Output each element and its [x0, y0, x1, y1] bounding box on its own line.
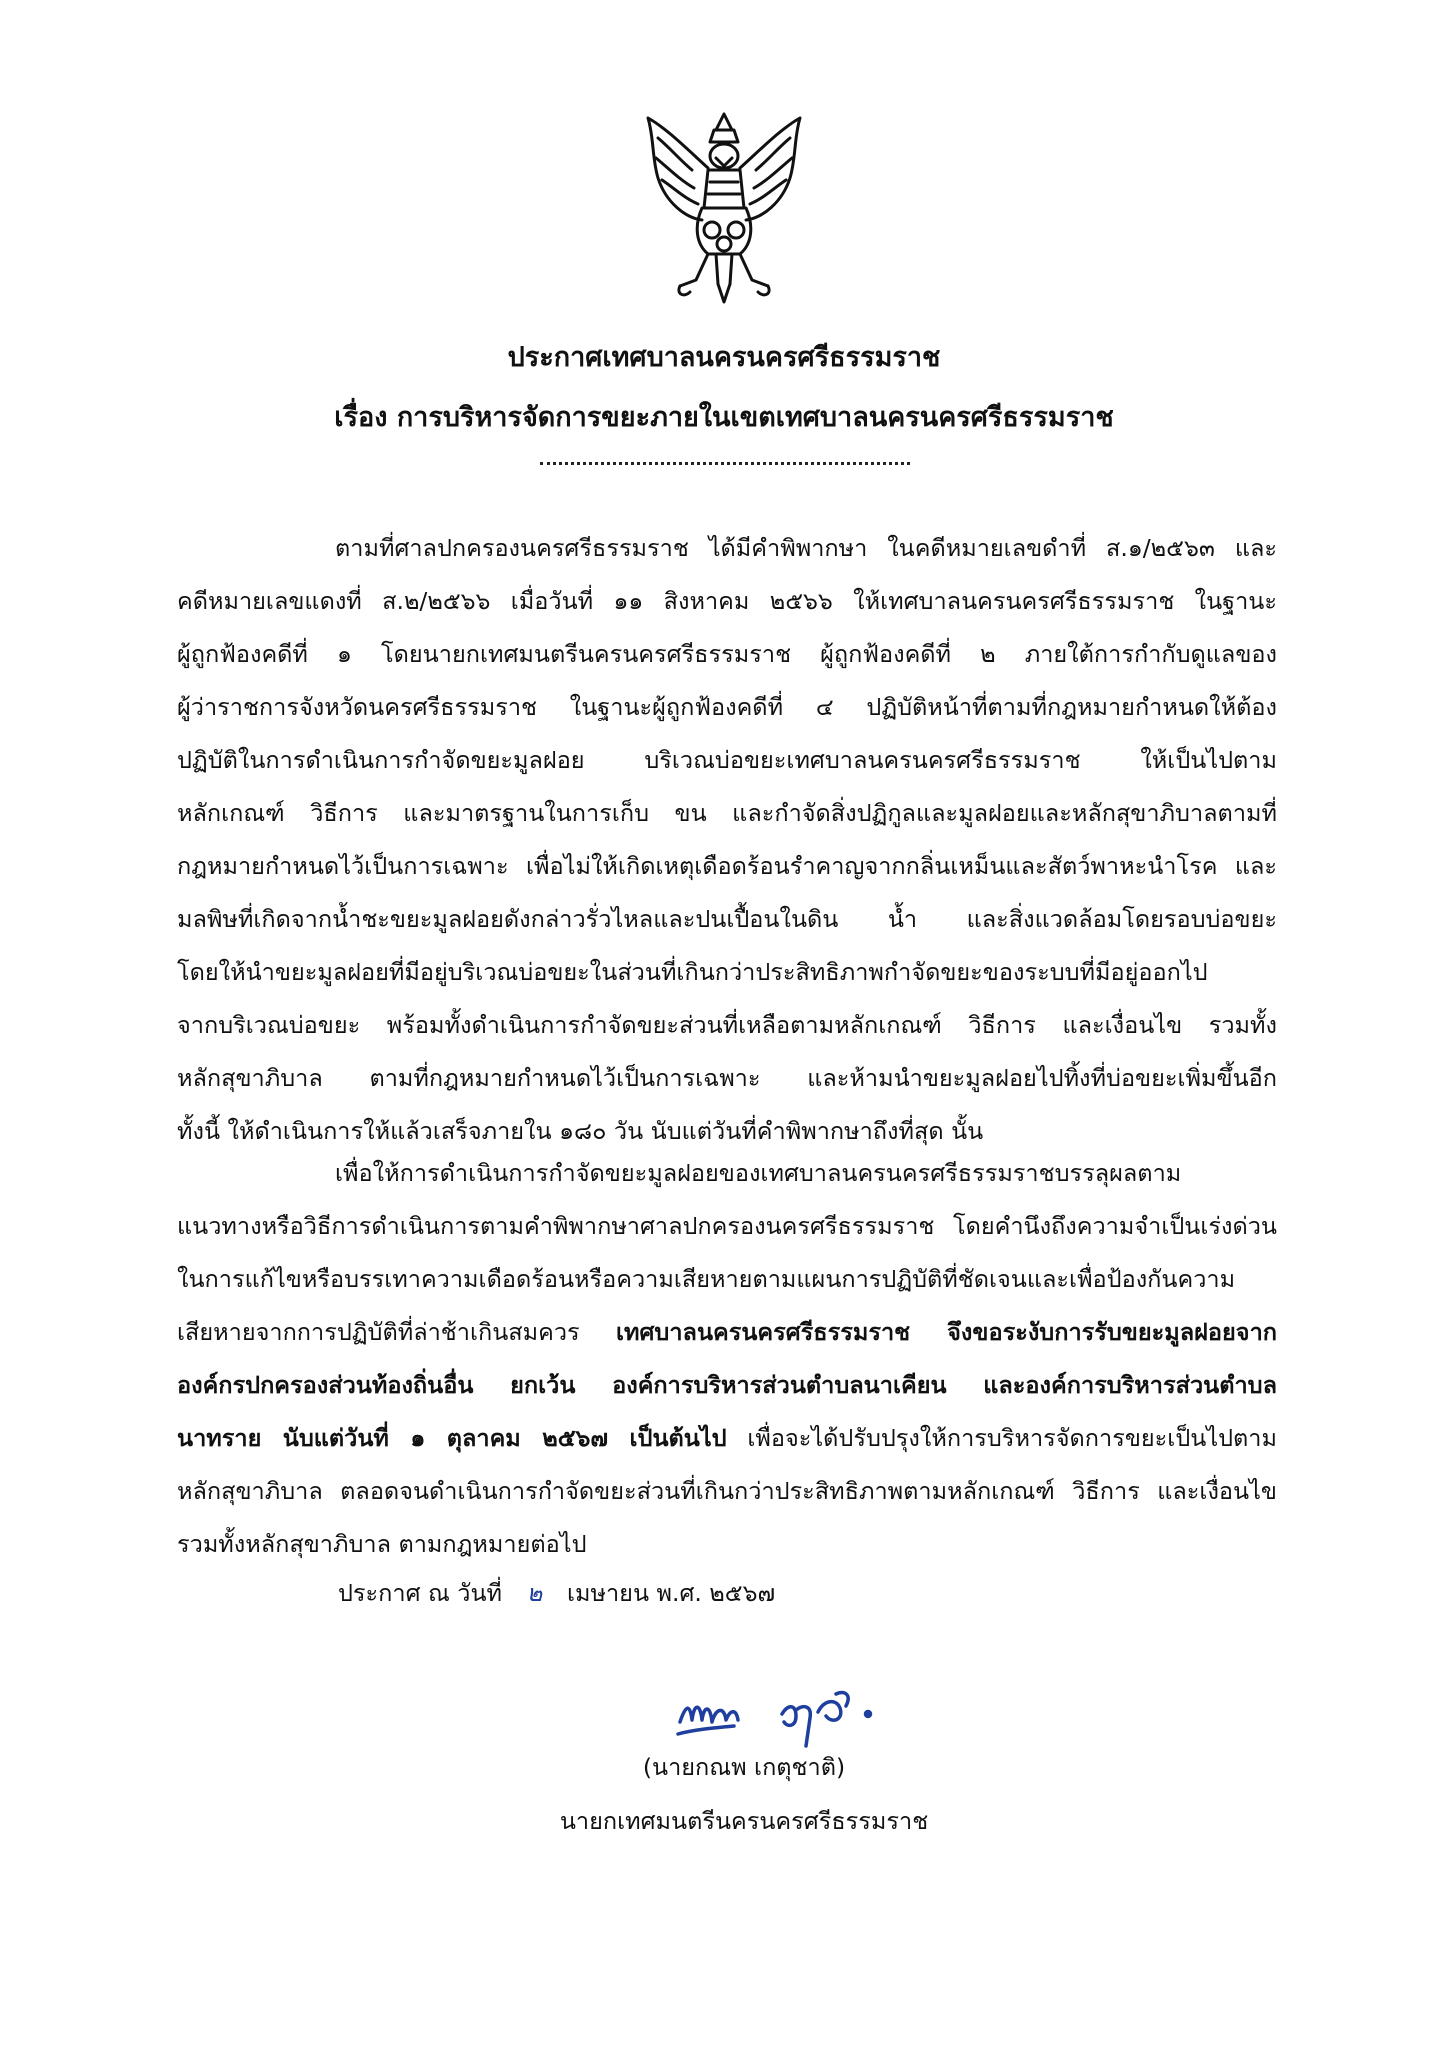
- announcement-date: [338, 1567, 775, 1620]
- paragraph-line: ปฏิบัติในการดำเนินการกำจัดขยะมูลฝอย บริเวณบ่อขยะเทศบาลนครนครศรีธรรมราช ให้เป็นไปตาม: [177, 746, 1277, 774]
- announcement-subject: เรื่อง การบริหารจัดการขยะภายในเขตเทศบาลนครนครศรีธรรมราช: [334, 402, 1114, 433]
- paragraph-line: หลักเกณฑ์ วิธีการ และมาตรฐานในการเก็บ ขน และกำจัดสิ่งปฏิกูลและมูลฝอยและหลักสุขาภิบาลตามที่: [177, 799, 1277, 827]
- paragraph-court-order: [177, 522, 1277, 1158]
- paragraph-line: ตามที่ศาลปกครองนครศรีธรรมราช ได้มีคำพิพากษา ในคดีหมายเลขดำที่ ส.๑/๒๕๖๓ และ: [335, 534, 1277, 562]
- paragraph-bold-line: องค์กรปกครองส่วนท้องถิ่นอื่น ยกเว้น องค์การบริหารส่วนตำบลนาเคียน และองค์การบริหารส่วนตำบล: [177, 1371, 1277, 1399]
- paragraph-line: เพื่อให้การดำเนินการกำจัดขยะมูลฝอยของเทศบาลนครนครศรีธรรมราชบรรลุผลตาม: [335, 1159, 1182, 1187]
- signer-name: (นายกณพ เกตุชาติ): [642, 1753, 846, 1781]
- paragraph-line: รวมทั้งหลักสุขาภิบาล ตามกฎหมายต่อไป: [177, 1530, 587, 1558]
- paragraph-line: ผู้ถูกฟ้องคดีที่ ๑ โดยนายกเทศมนตรีนครนครศรีธรรมราช ผู้ถูกฟ้องคดีที่ ๒ ภายใต้การกำกับดูแลของ: [177, 640, 1277, 668]
- paragraph-line: ทั้งนี้ ให้ดำเนินการให้แล้วเสร็จภายใน ๑๘๐ วัน นับแต่วันที่คำพิพากษาถึงที่สุด นั้น: [177, 1117, 984, 1145]
- paragraph-suspension-notice: [177, 1147, 1277, 1571]
- signature-icon: [672, 1664, 932, 1754]
- paragraph-line: [177, 1412, 1277, 1465]
- paragraph-line: หลักสุขาภิบาล ตลอดจนดำเนินการกำจัดขยะส่วนที่เกินกว่าประสิทธิภาพตามหลักเกณฑ์ วิธีการ และเงื่อนไข: [177, 1477, 1277, 1505]
- paragraph-line: ผู้ว่าราชการจังหวัดนครศรีธรรมราช ในฐานะผู้ถูกฟ้องคดีที่ ๔ ปฏิบัติหน้าที่ตามที่กฎหมายกำหนดให้ต้อง: [177, 693, 1277, 721]
- paragraph-line: กฎหมายกำหนดไว้เป็นการเฉพาะ เพื่อไม่ให้เกิดเหตุเดือดร้อนรำคาญจากกลิ่นเหม็นและสัตว์พาหะนำโรค และ: [177, 852, 1277, 880]
- date-prefix: ประกาศ ณ วันที่: [338, 1579, 502, 1607]
- paragraph-line: [177, 1306, 1277, 1359]
- paragraph-line: แนวทางหรือวิธีการดำเนินการตามคำพิพากษาศาลปกครองนครศรีธรรมราช โดยคำนึงถึงความจำเป็นเร่งด่วน: [177, 1212, 1277, 1240]
- paragraph-line: โดยให้นำขยะมูลฝอยที่มีอยู่บริเวณบ่อขยะในส่วนที่เกินกว่าประสิทธิภาพกำจัดขยะของระบบที่มีอยู่ออกไป: [177, 958, 1208, 986]
- announcement-title: ประกาศเทศบาลนครนครศรีธรรมราช: [507, 342, 941, 373]
- paragraph-line: จากบริเวณบ่อขยะ พร้อมทั้งดำเนินการกำจัดขยะส่วนที่เหลือตามหลักเกณฑ์ วิธีการ และเงื่อนไข รวมทั้ง: [177, 1011, 1277, 1039]
- garuda-emblem-icon: [636, 108, 812, 308]
- paragraph-bold-text: นาทราย นับแต่วันที่ ๑ ตุลาคม ๒๕๖๗ เป็นต้นไป: [177, 1424, 727, 1452]
- paragraph-text: เพื่อจะได้ปรับปรุงให้การบริหารจัดการขยะเป็นไปตาม: [747, 1424, 1277, 1452]
- date-day: ๒: [526, 1579, 543, 1607]
- dotted-divider: [540, 462, 910, 465]
- paragraph-line: หลักสุขาภิบาล ตามที่กฎหมายกำหนดไว้เป็นการเฉพาะ และห้ามนำขยะมูลฝอยไปทิ้งที่บ่อขยะเพิ่มขึ้นอีก: [177, 1064, 1277, 1092]
- paragraph-line: มลพิษที่เกิดจากน้ำชะขยะมูลฝอยดังกล่าวรั่วไหลและปนเปื้อนในดิน น้ำ และสิ่งแวดล้อมโดยรอบบ่อขยะ: [177, 905, 1277, 933]
- paragraph-bold-text: เทศบาลนครนครศรีธรรมราช จึงขอระงับการรับขยะมูลฝอยจาก: [615, 1318, 1277, 1346]
- paragraph-line: คดีหมายเลขแดงที่ ส.๒/๒๕๖๖ เมื่อวันที่ ๑๑ สิงหาคม ๒๕๖๖ ให้เทศบาลนครนครศรีธรรมราช ในฐานะ: [177, 587, 1277, 615]
- paragraph-text: เสียหายจากการปฏิบัติที่ล่าช้าเกินสมควร: [177, 1318, 580, 1346]
- paragraph-line: ในการแก้ไขหรือบรรเทาความเดือดร้อนหรือความเสียหายตามแผนการปฏิบัติที่ชัดเจนและเพื่อป้องกันความ: [177, 1265, 1236, 1293]
- signer-title: นายกเทศมนตรีนครนครศรีธรรมราช: [559, 1807, 929, 1835]
- date-suffix: เมษายน พ.ศ. ๒๕๖๗: [566, 1579, 776, 1607]
